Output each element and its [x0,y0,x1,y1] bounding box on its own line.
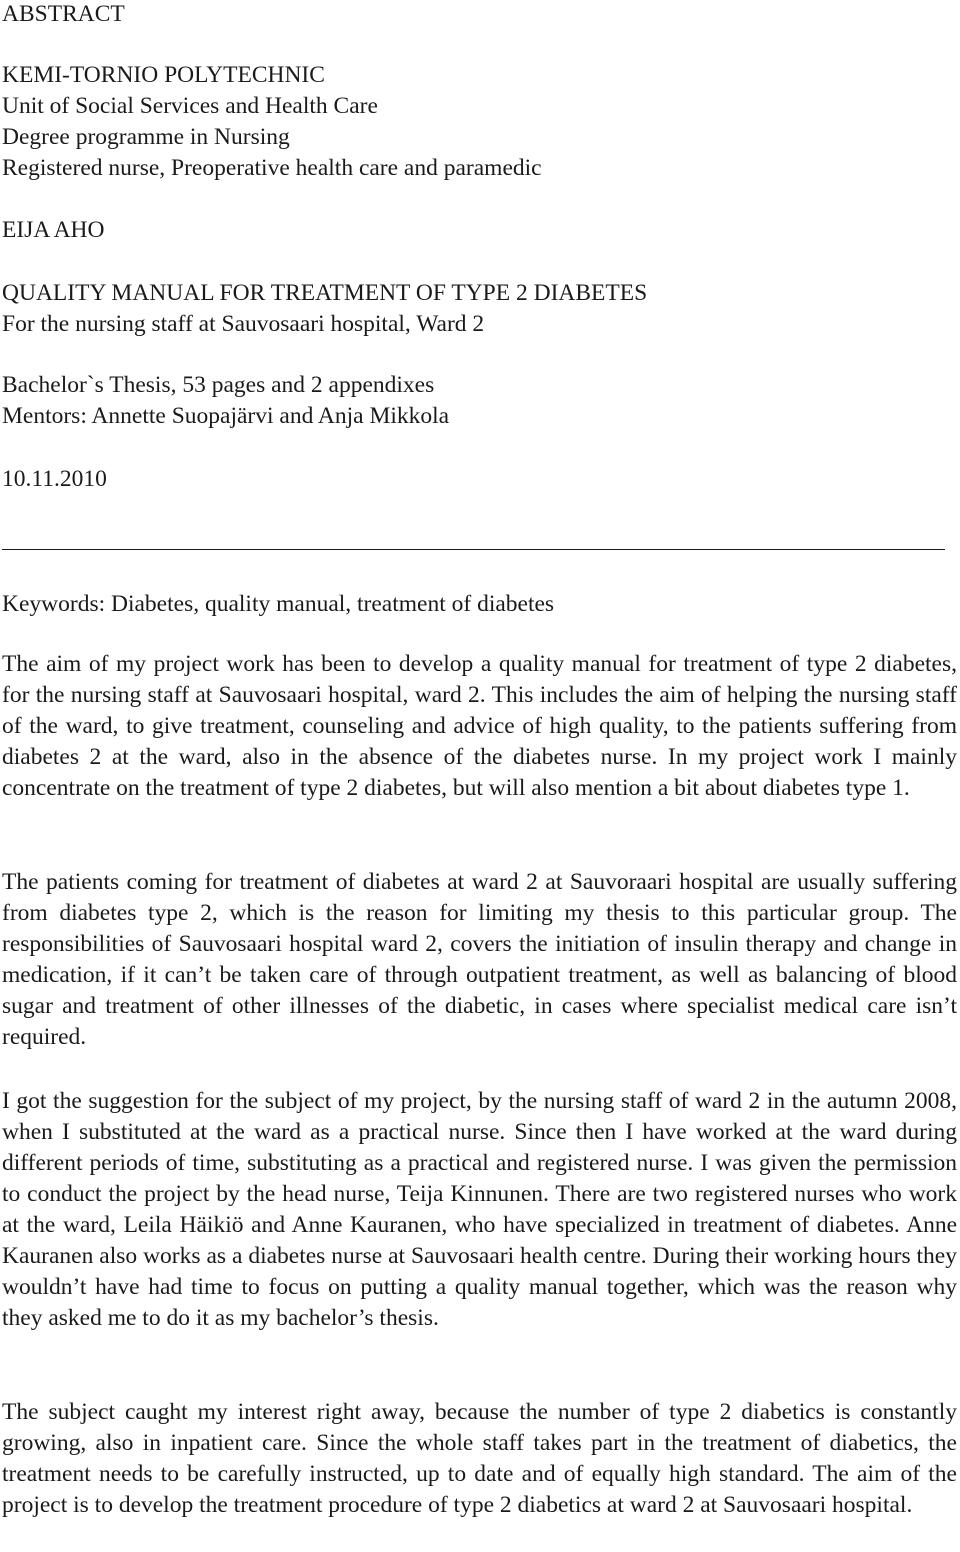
keywords: Keywords: Diabetes, quality manual, treatment of diabetes [2,591,555,617]
thesis-subtitle: For the nursing staff at Sauvosaari hospital, Ward 2 [2,311,485,337]
specialization: Registered nurse, Preoperative health care and paramedic [2,155,542,181]
abstract-paragraph-1: The aim of my project work has been to develop a quality manual for treatment of type 2 diabetes, for the nursing staff at Sauvosaari hospital, ward 2. This includes the aim of helping the nursing staff of the ward, to give treatment, counseling and advice of high quality, to the patients suffering from diabetes 2 at the ward, also in the absence of the diabetes nurse. In my project work I mainly concentrate on the treatment of type 2 diabetes, but will also mention a bit about diabetes type 1. [2,651,957,801]
thesis-date: 10.11.2010 [2,466,107,492]
institution-name: KEMI-TORNIO POLYTECHNIC [2,62,325,88]
degree-programme: Degree programme in Nursing [2,124,290,150]
author-name: EIJA AHO [2,217,105,243]
abstract-heading: ABSTRACT [2,1,125,27]
separator-line [2,549,945,550]
thesis-title: QUALITY MANUAL FOR TREATMENT OF TYPE 2 DIABETES [2,280,648,306]
abstract-paragraph-4: The subject caught my interest right away, because the number of type 2 diabetics is constantly growing, also in inpatient care. Since the whole staff takes part in the treatment of diabetics, the treatment needs to be carefully instructed, up to date and of equally high standard. The aim of the project is to develop the treatment procedure of type 2 diabetics at ward 2 at Sauvosaari hospital. [2,1399,957,1518]
abstract-paragraph-3: I got the suggestion for the subject of my project, by the nursing staff of ward 2 in the autumn 2008, when I substituted at the ward as a practical nurse. Since then I have worked at the ward during different periods of time, substituting as a practical and registered nurse. I was given the permission to conduct the project by the head nurse, Teija Kinnunen. There are two registered nurses who work at the ward, Leila Häikiö and Anne Kauranen, who have specialized in treatment of diabetes. Anne Kauranen also works as a diabetes nurse at Sauvosaari health centre. During their working hours they wouldn’t have had time to focus on putting a quality manual together, which was the reason why they asked me to do it as my bachelor’s thesis. [2,1088,957,1331]
unit-name: Unit of Social Services and Health Care [2,93,378,119]
thesis-info: Bachelor`s Thesis, 53 pages and 2 appendixes [2,372,435,398]
abstract-paragraph-2: The patients coming for treatment of diabetes at ward 2 at Sauvoraari hospital are usually suffering from diabetes type 2, which is the reason for limiting my thesis to this particular group. The responsibilities of Sauvosaari hospital ward 2, covers the initiation of insulin therapy and change in medication, if it can’t be taken care of through outpatient treatment, as well as balancing of blood sugar and treatment of other illnesses of the diabetic, in cases where specialist medical care isn’t required. [2,869,957,1050]
mentors: Mentors: Annette Suopajärvi and Anja Mikkola [2,403,450,429]
